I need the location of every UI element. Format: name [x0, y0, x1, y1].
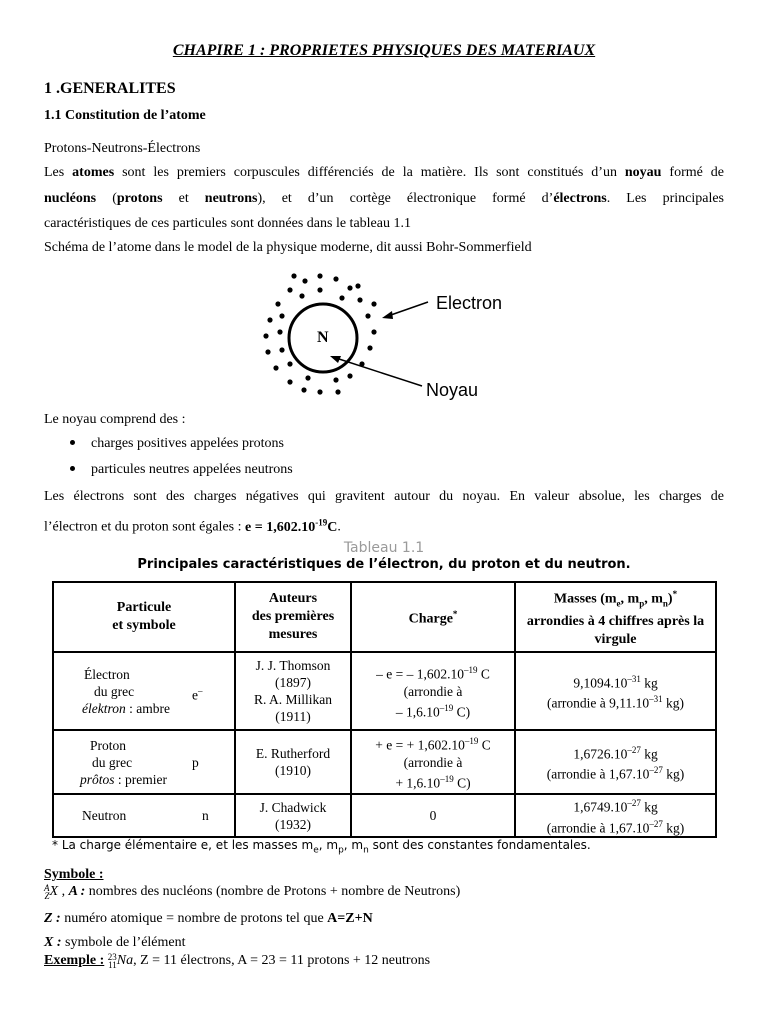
intro-line-3: caractéristiques de ces particules sont données dans le tableau 1.1 — [44, 216, 411, 231]
bullet-icon — [70, 466, 75, 471]
table-row — [53, 652, 716, 730]
symbole-line-2: Z : numéro atomique = nombre de protons tel que A=Z+N — [44, 911, 373, 926]
table-footnote: * La charge élémentaire e, et les masses $m_e$, $m_p$, $m_n$ sont des constantes fondamentales. — [52, 838, 591, 856]
symbole-line-3: X : symbole de l’élément — [44, 935, 186, 950]
mass-cell: $1,6726.10^{-27}$ kg (arrondie à $1,67.10^{-27}$ kg) — [515, 730, 716, 794]
particle-cell: Neutron n — [53, 794, 235, 837]
electron-pointer — [388, 302, 428, 316]
table-header-row — [53, 582, 716, 652]
particle-cell: Électron du grec e– élektron : ambre — [53, 652, 235, 730]
intro-line-4: Schéma de l’atome dans le model de la physique moderne, dit aussi Bohr-Sommerfield — [44, 240, 532, 255]
nucleus-label: N — [317, 329, 329, 346]
electron-label: Electron — [436, 293, 503, 313]
header-masses: Masses ($m_e$, $m_p$, $m_n)^*$ arrondies à 4 chiffres après la virgule — [515, 582, 716, 652]
nucleus-caption: Noyau — [426, 380, 479, 400]
particle-cell: Proton du grec p prôtos : premier — [53, 730, 235, 794]
atom-diagram — [250, 268, 520, 408]
table-title: Principales caractéristiques de l’électron, du proton et du neutron. — [137, 557, 631, 572]
example-line: Exemple : 23 11Na, Z = 11 électrons, A = 23 = 11 protons + 12 neutrons — [44, 951, 431, 970]
intro-line-2: nucléons (protons et neutrons), et d’un cortège électronique formé d’électrons. Les principales — [44, 191, 724, 206]
subsection-heading: 1.1 Constitution de l’atome — [44, 108, 206, 123]
bullet-item: particules neutres appelées neutrons — [70, 462, 293, 478]
symbole-line-1: A ZX , A : nombres des nucléons (nombre de Protons + nombre de Neutrons) — [44, 882, 461, 901]
bullet-item: charges positives appelées protons — [70, 436, 284, 452]
nucleus-pointer — [336, 358, 422, 386]
charge-cell: + e = + $1,602.10^{-19}$ C (arrondie à + $1,6.10^{-19}$ C) — [351, 730, 515, 794]
header-auteurs: Auteurs des premières mesures — [235, 582, 351, 652]
page-title: CHAPIRE 1 : PROPRIETES PHYSIQUES DES MATERIAUX — [172, 42, 596, 59]
electron-paragraph-line-2: l’électron et du proton sont égales : $e = 1,602.10^{-19}C$. — [44, 517, 341, 535]
authors-cell: J. Chadwick (1932) — [235, 794, 351, 837]
electron-paragraph-line-1: Les électrons sont des charges négatives qui gravitent autour du noyau. En valeur absolue, les charges de — [44, 489, 724, 504]
table-row — [53, 730, 716, 794]
particles-table — [52, 581, 717, 838]
subheading: Protons-Neutrons-Électrons — [44, 141, 201, 156]
mass-cell: $1,6749.10^{-27}$ kg (arrondie à $1,67.10^{-27}$ kg) — [515, 794, 716, 837]
noyau-intro: Le noyau comprend des : — [44, 412, 186, 427]
charge-cell: – e = – $1,602.10^{-19}$ C (arrondie à – $1,6.10^{-19}$ C) — [351, 652, 515, 730]
section-heading: 1 .GENERALITES — [44, 80, 176, 97]
header-charge: Charge* — [351, 582, 515, 652]
bullet-icon — [70, 440, 75, 445]
authors-cell: E. Rutherford (1910) — [235, 730, 351, 794]
table-row — [53, 794, 716, 837]
mass-cell: $9,1094.10^{-31}$ kg (arrondie à $9,11.10^{-31}$ kg) — [515, 652, 716, 730]
authors-cell: J. J. Thomson (1897) R. A. Millikan (1911) — [235, 652, 351, 730]
symbole-heading: Symbole : — [44, 867, 104, 882]
table-label: Tableau 1.1 — [343, 540, 425, 556]
intro-line-1: Les atomes sont les premiers corpuscules différenciés de la matière. Ils sont constitués d’un noyau formé de — [44, 165, 724, 180]
charge-cell: 0 — [351, 794, 515, 837]
header-particule: Particule et symbole — [53, 582, 235, 652]
